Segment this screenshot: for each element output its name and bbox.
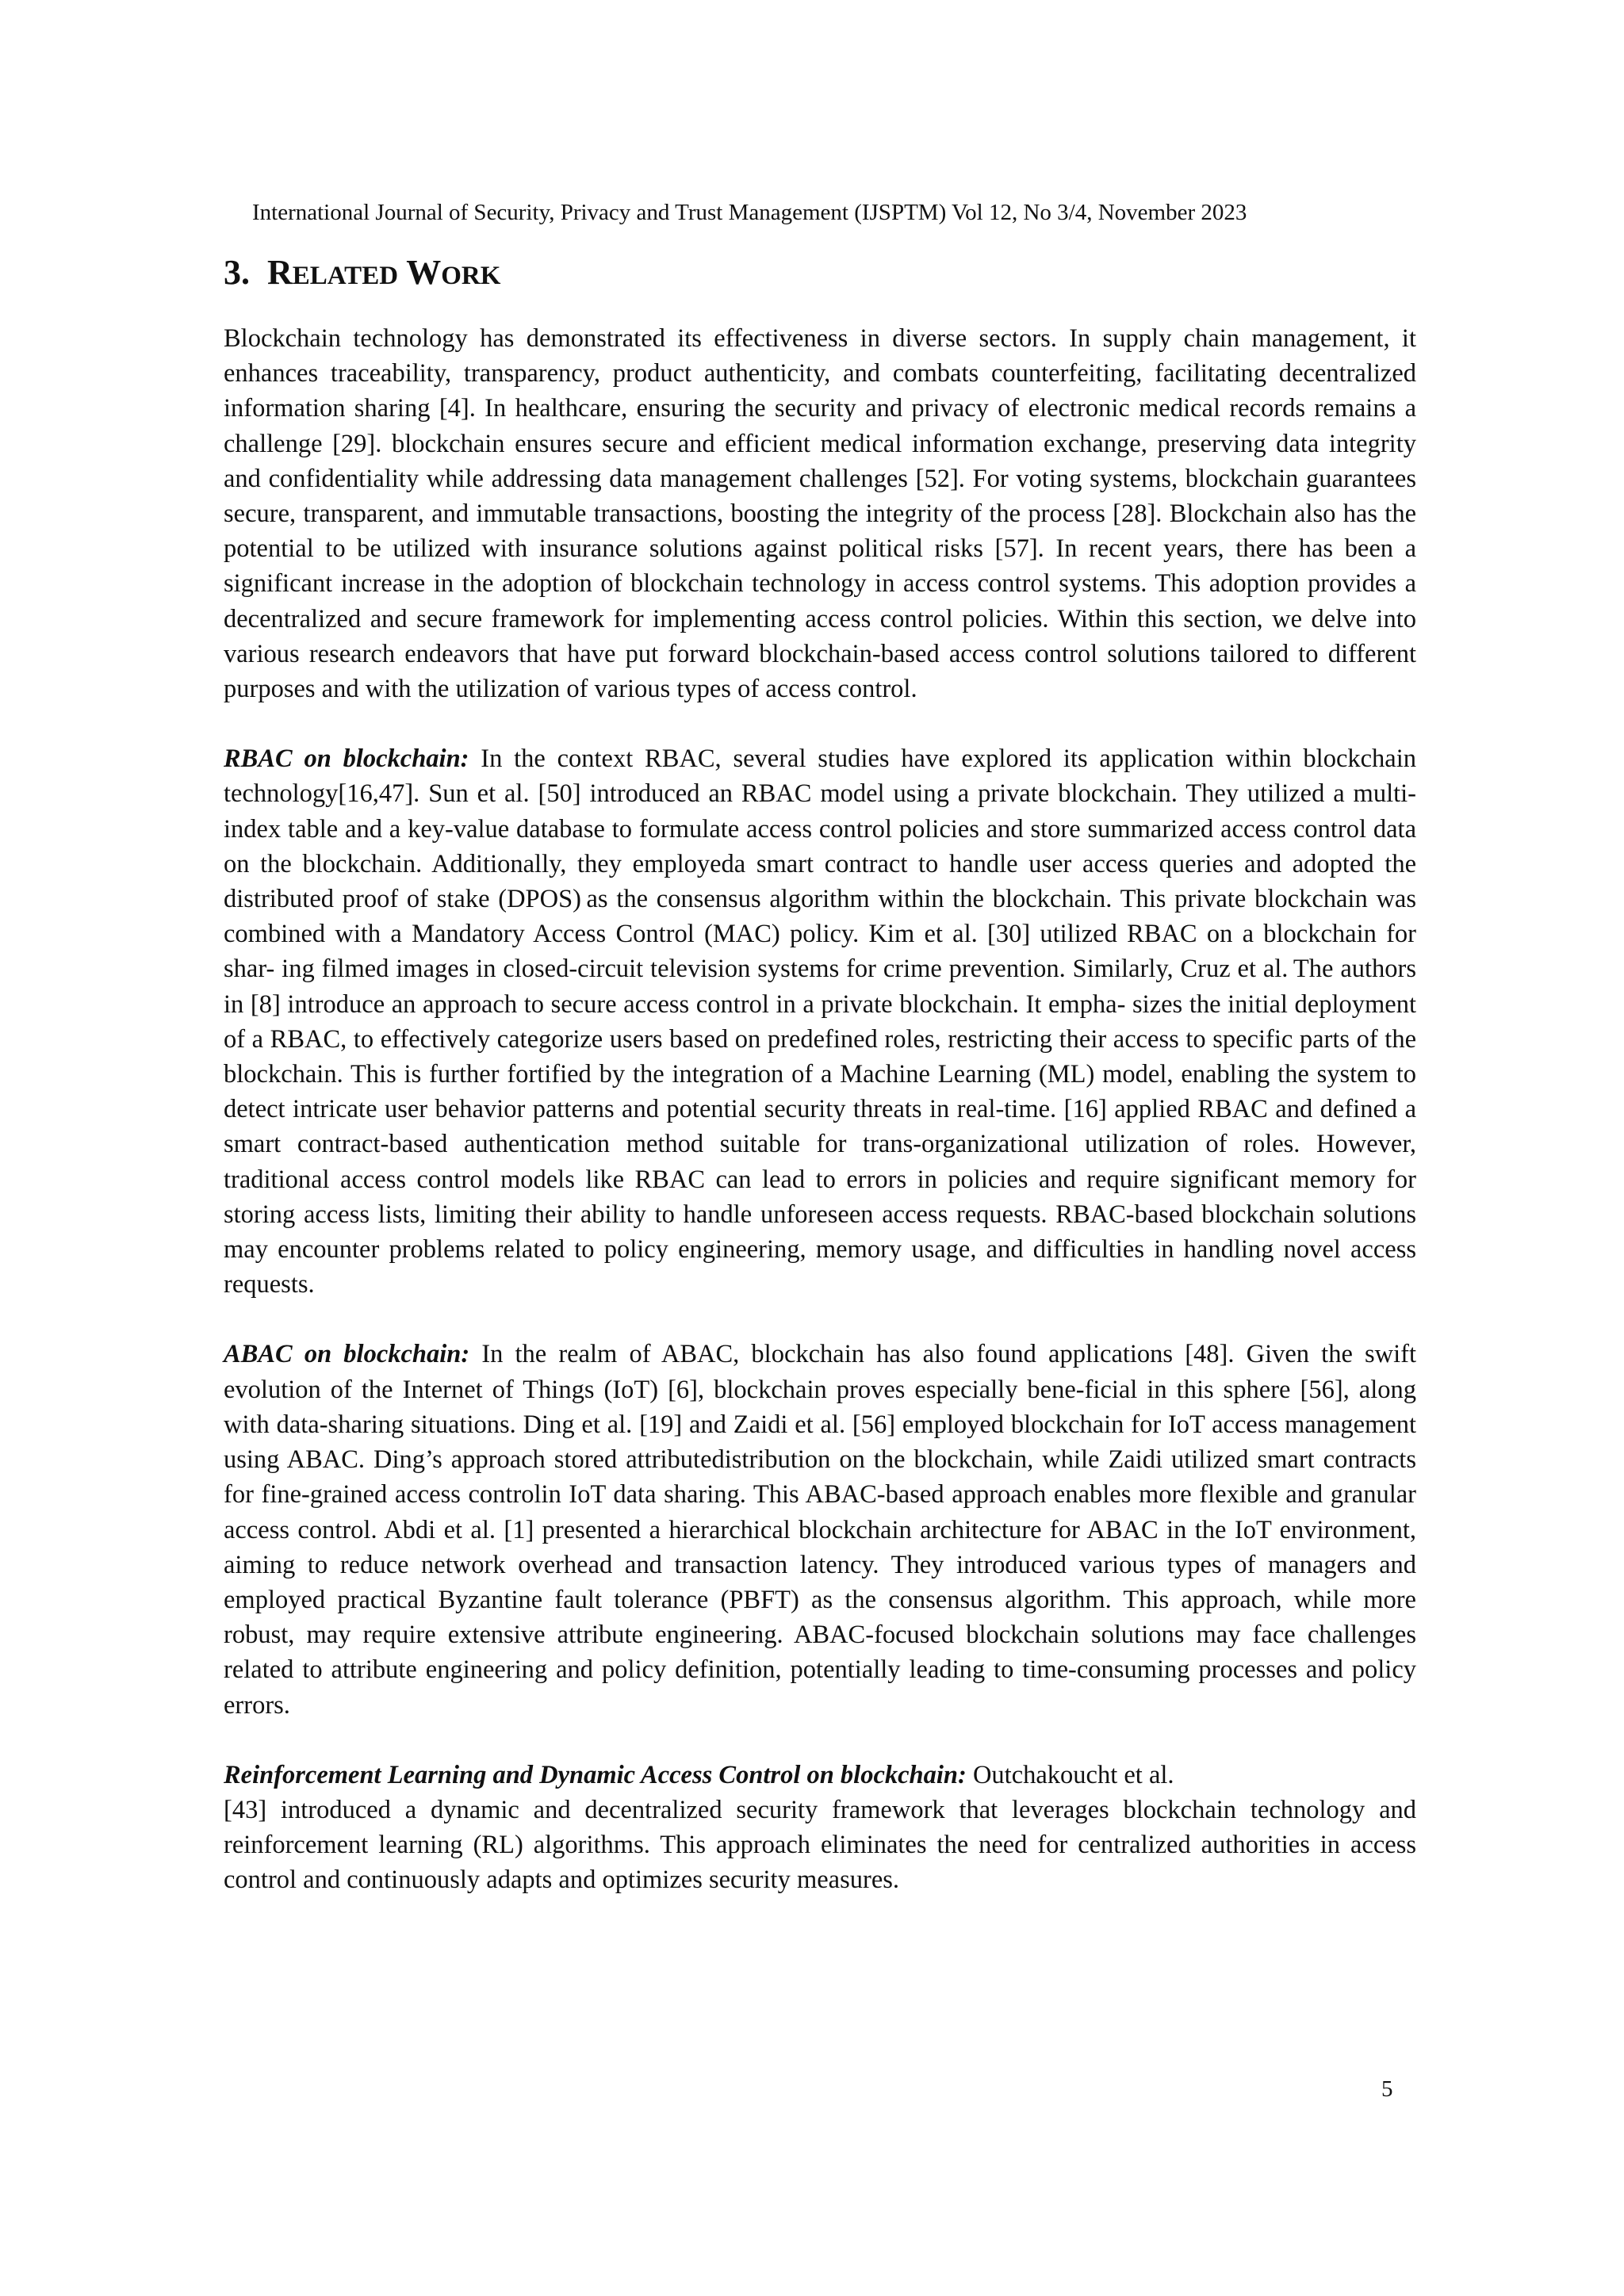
- paragraph-rbac: [224, 741, 1416, 1302]
- section-title-cap-2: W: [406, 253, 442, 292]
- abac-run-in-heading: ABAC on blockchain:: [224, 1340, 470, 1369]
- paragraph-intro: Blockchain technology has demonstrated its effectiveness in diverse sectors. In supply chain management, it enhances traceability, transparency, product authenticity, and combats counterfeiting, facilitating decentralized information sharing [4]. In healthcare, ensuring the security and privacy of electronic medical records remains a challenge [29]. blockchain ensures secure and efficient medical information exchange, preserving data integrity and confidentiality while addressing data management challenges [52]. For voting systems, blockchain guarantees secure, transparent, and immutable transactions, boosting the integrity of the process [28]. Blockchain also has the potential to be utilized with insurance solutions against political risks [57]. In recent years, there has been a significant increase in the adoption of blockchain technology in access control systems. This adoption provides a decentralized and secure framework for implementing access control policies. Within this section, we delve into various research endeavors that have put forward blockchain-based access control solutions tailored to different purposes and with the utilization of various types of access control.: [224, 324, 1416, 704]
- paragraph-abac: [224, 1337, 1416, 1722]
- body-text: [224, 321, 1416, 1898]
- rl-body-line1: Outchakoucht et al.: [966, 1760, 1174, 1789]
- section-title-rest-2: ORK: [441, 262, 501, 290]
- rl-body: [43] introduced a dynamic and decentralized security framework that leverages blockchain technology and reinforcement learning (RL) algorithms. This approach eliminates the need for centralized authorities in access control and continuously adapts and optimizes security measures.: [224, 1795, 1416, 1895]
- section-title-cap-1: R: [267, 253, 293, 292]
- abac-body: In the realm of ABAC, blockchain has also found applications [48]. Given the swift evolution of the Internet of Things (IoT) [6], blockchain proves especially bene-ficial in this sphere [56], along with data-sharing situations. Ding et al. [19] and Zaidi et al. [56] employed blockchain for IoT access management using ABAC. Ding’s approach stored attributedistribution on the blockchain, while Zaidi utilized smart contracts for fine-grained access controlin IoT data sharing. This ABAC-based approach enables more flexible and granular access control. Abdi et al. [1] presented a hierarchical blockchain architecture for ABAC in the IoT environment, aiming to reduce network overhead and transaction latency. They introduced various types of managers and employed practical Byzantine fault tolerance (PBFT) as the consensus algorithm. This approach, while more robust, may require extensive attribute engineering. ABAC-focused blockchain solutions may face challenges related to attribute engineering and policy definition, potentially leading to time-consuming processes and policy errors.: [224, 1340, 1417, 1720]
- page-number: 5: [1381, 2076, 1393, 2102]
- paragraph-rl: [224, 1758, 1416, 1898]
- rbac-body: In the context RBAC, several studies have explored its application within blockchain technology[16,47]. Sun et al. [50] introduced an RBAC model using a private blockchain. They utilized a multi-index table and a key-value database to formulate access control policies and store summarized access control data on the blockchain. Additionally, they employeda smart contract to handle user access queries and adopted the distributed proof of stake (DPOS) as the consensus algorithm within the blockchain. This private blockchain was combined with a Mandatory Access Control (MAC) policy. Kim et al. [30] utilized RBAC on a blockchain for shar- ing filmed images in closed-circuit television systems for crime prevention. Similarly, Cruz et al. The authors in [8] introduce an approach to secure access control in a private blockchain. It empha- sizes the initial deployment of a RBAC, to effectively categorize users based on predefined roles, restricting their access to specific parts of the blockchain. This is further fortified by the integration of a Machine Learning (ML) model, enabling the system to detect intricate user behavior patterns and potential security threats in real-time. [16] applied RBAC and defined a smart contract-based authentication method suitable for trans-organizational utilization of roles. However, traditional access control models like RBAC can lead to errors in policies and require significant memory for storing access lists, limiting their ability to handle unforeseen access requests. RBAC-based blockchain solutions may encounter problems related to policy engineering, memory usage, and difficulties in handling novel access requests.: [224, 744, 1416, 1299]
- section-heading: [224, 252, 500, 297]
- section-number: 3.: [224, 253, 250, 292]
- rbac-run-in-heading: RBAC on blockchain:: [224, 744, 469, 774]
- rl-run-in-heading: Reinforcement Learning and Dynamic Access Control on blockchain:: [224, 1760, 967, 1789]
- running-header: International Journal of Security, Privacy and Trust Management (IJSPTM) Vol 12, No 3/4, November 2023: [252, 200, 1247, 225]
- section-title-rest-1: ELATED: [292, 262, 399, 290]
